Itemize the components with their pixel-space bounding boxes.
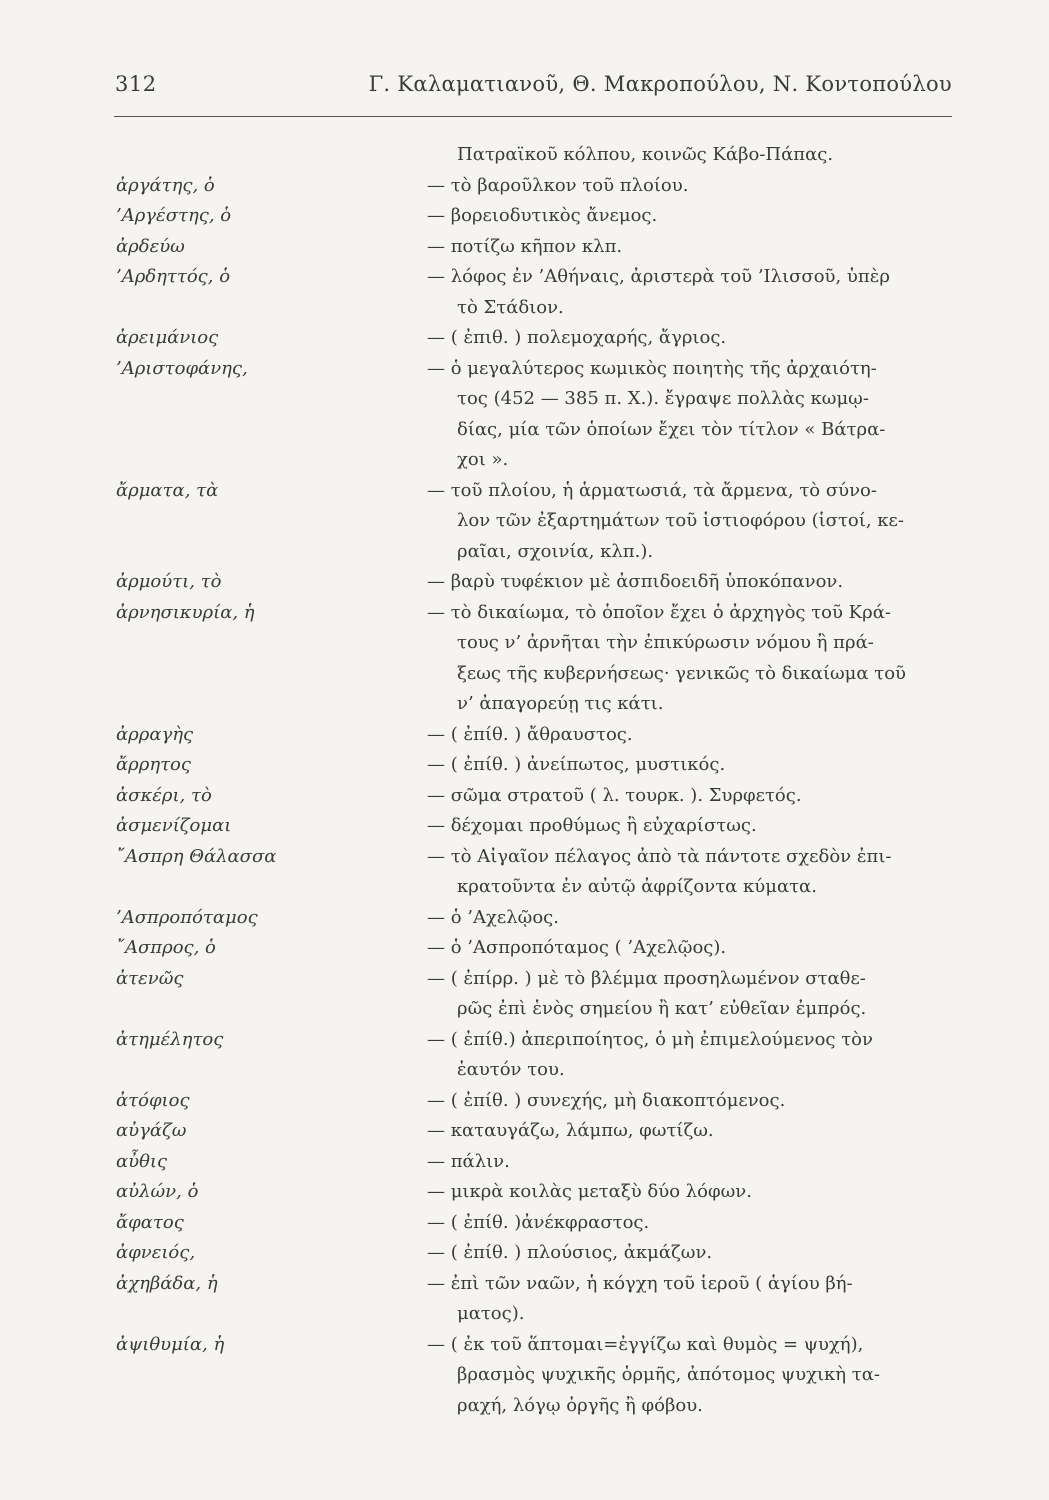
entry-definition [427, 171, 953, 202]
entry-definition [427, 567, 953, 598]
entry-definition [427, 140, 953, 171]
entry-term: ἀργάτης, ὁ [116, 174, 215, 196]
definition-line: ραῖαι, σχοινία, κλπ.). [457, 540, 654, 562]
entry-term: αὐλών, ὁ [116, 1181, 199, 1202]
entry-term: ἄρρητος [116, 754, 191, 775]
entry-definition [427, 903, 953, 934]
entry-term: ἀχηβάδα, ἡ [116, 1272, 218, 1294]
glossary-entry [0, 354, 1049, 476]
definition-line: — σῶμα στρατοῦ ( λ. τουρκ. ). Συρφετός. [427, 784, 802, 806]
entry-term: ἀσκέρι, τὸ [116, 784, 212, 806]
glossary-entry [0, 781, 1049, 812]
entry-term: ἀρδεύω [116, 235, 185, 257]
definition-line: — καταυγάζω, λάμπω, φωτίζω. [427, 1120, 714, 1141]
entry-definition [427, 1025, 953, 1086]
entry-definition [427, 262, 953, 323]
entry-definition [427, 323, 953, 354]
glossary-entry [0, 1025, 1049, 1086]
definition-line: — ( ἐκ τοῦ ἅπτομαι=ἐγγίζω καὶ θυμὸς = ψυχή), [427, 1333, 864, 1355]
entry-definition [427, 1269, 953, 1330]
entry-definition [427, 1147, 953, 1178]
entry-term: ἀτενῶς [116, 967, 184, 989]
entry-definition [427, 964, 953, 1025]
glossary-entry [0, 1238, 1049, 1269]
glossary-entry [0, 232, 1049, 263]
entry-term: ἀρμούτι, τὸ [116, 571, 222, 592]
definition-line: τους ν’ ἀρνῆται τὴν ἐπικύρωσιν νόμου ἢ πρά- [457, 632, 874, 653]
entry-term: ἄφατος [116, 1211, 184, 1233]
glossary-entry [0, 140, 1049, 171]
definition-line: κρατοῦντα ἐν αὐτῷ ἀφρίζοντα κύματα. [457, 876, 817, 897]
definition-line: — ποτίζω κῆπον κλπ. [427, 235, 623, 257]
definition-line: — μικρὰ κοιλὰς μεταξὺ δύο λόφων. [427, 1181, 752, 1202]
entry-definition [427, 1116, 953, 1147]
glossary-entry [0, 964, 1049, 1025]
entry-definition [427, 933, 953, 964]
definition-line: τὸ Στάδιον. [457, 296, 564, 318]
entry-term: αὖθις [116, 1150, 168, 1172]
definition-line: — ( ἐπίθ. ) ἄθραυστος. [427, 723, 633, 745]
definition-line: — ( ἐπίθ. ) ἀνείπωτος, μυστικός. [427, 754, 726, 775]
definition-line: — ( ἐπιθ. ) πολεμοχαρής, ἄγριος. [427, 327, 727, 348]
entry-definition [427, 1177, 953, 1208]
entry-definition [427, 232, 953, 263]
entry-term: ἀτόφιος [116, 1089, 190, 1111]
definition-line: ἑαυτόν του. [457, 1059, 565, 1080]
glossary-entry [0, 476, 1049, 568]
running-head: Γ. Καλαματιανοῦ, Θ. Μακροπούλου, Ν. Κοντοπούλου [368, 72, 952, 96]
definition-line: ραχή, λόγῳ ὀργῆς ἢ φόβου. [457, 1394, 703, 1416]
glossary-entry [0, 171, 1049, 202]
definition-line: — τὸ Αἰγαῖον πέλαγος ἀπὸ τὰ πάντοτε σχεδὸν ἐπι- [427, 845, 892, 867]
definition-line: Πατραϊκοῦ κόλπου, κοινῶς Κάβο-Πάπας. [457, 144, 834, 165]
entry-term: ῎Ασπρος, ὁ [116, 937, 216, 958]
entry-term: ’Αρδηττός, ὁ [116, 266, 231, 287]
glossary-entry [0, 1208, 1049, 1239]
entry-definition [427, 811, 953, 842]
entry-definition [427, 476, 953, 568]
entry-term: ἀρειμάνιος [116, 327, 219, 348]
entry-term: ἀρραγὴς [116, 723, 194, 745]
definition-line: — τὸ βαροῦλκον τοῦ πλοίου. [427, 174, 689, 196]
definition-line: — δέχομαι προθύμως ἢ εὐχαρίστως. [427, 815, 757, 836]
definition-line: — ( ἐπίρρ. ) μὲ τὸ βλέμμα προσηλωμένον σταθε- [427, 967, 866, 989]
entry-term: ῎Ασπρη Θάλασσα [116, 845, 277, 867]
page-number: 312 [115, 72, 157, 96]
glossary-entry [0, 1330, 1049, 1422]
glossary-entry [0, 201, 1049, 232]
entry-definition [427, 720, 953, 751]
definition-line: βρασμὸς ψυχικῆς ὁρμῆς, ἀπότομος ψυχικὴ τα- [457, 1364, 880, 1385]
definition-line: — λόφος ἐν ’Αθήναις, ἀριστερὰ τοῦ ’Ιλισσοῦ, ὑπὲρ [427, 266, 890, 287]
definition-line: χοι ». [457, 449, 509, 470]
glossary-entry [0, 1269, 1049, 1330]
header-rule [114, 116, 952, 117]
entry-term: ἀφνειός, [116, 1242, 196, 1263]
definition-line: ματος). [457, 1303, 525, 1324]
glossary-entry [0, 1086, 1049, 1117]
entry-definition [427, 1238, 953, 1269]
entry-definition [427, 201, 953, 232]
definition-line: ν’ ἀπαγορεύῃ τις κάτι. [457, 693, 664, 714]
definition-line: — ὁ ’Αχελῷος. [427, 906, 559, 928]
entry-term: ἄρματα, τὰ [116, 479, 219, 501]
glossary-entry [0, 750, 1049, 781]
definition-line: δίας, μία τῶν ὁποίων ἔχει τὸν τίτλον « Βάτρα- [457, 418, 886, 440]
entry-term: ’Αριστοφάνης, [116, 357, 248, 379]
entry-term: ἀτημέλητος [116, 1028, 224, 1050]
entry-definition [427, 750, 953, 781]
definition-line: — ( ἐπίθ. )ἀνέκφραστος. [427, 1211, 650, 1233]
glossary-entry [0, 842, 1049, 903]
entry-definition [427, 1086, 953, 1117]
definition-line: — ( ἐπίθ. ) συνεχής, μὴ διακοπτόμενος. [427, 1089, 786, 1111]
definition-line: — ὁ ’Ασπροπόταμος ( ’Αχελῷος). [427, 937, 727, 958]
glossary-entry [0, 720, 1049, 751]
entry-definition [427, 354, 953, 476]
definition-line: ρῶς ἐπὶ ἑνὸς σημείου ἢ κατ’ εὐθεῖαν ἐμπρός. [457, 998, 867, 1019]
definition-line: λον τῶν ἐξαρτημάτων τοῦ ἱστιοφόρου (ἱστοί, κε- [457, 510, 904, 531]
definition-line: — τὸ δικαίωμα, τὸ ὁποῖον ἔχει ὁ ἀρχηγὸς τοῦ Κρά- [427, 601, 891, 623]
entry-definition [427, 842, 953, 903]
entry-definition [427, 1330, 953, 1422]
glossary-entry [0, 1116, 1049, 1147]
definition-line: τος (452 — 385 π. Χ.). ἔγραψε πολλὰς κωμῳ- [457, 388, 869, 409]
entry-term: ἀσμενίζομαι [116, 815, 232, 836]
glossary-entry [0, 903, 1049, 934]
definition-line: — ( ἐπίθ. ) πλούσιος, ἀκμάζων. [427, 1242, 713, 1263]
definition-line: — ὁ μεγαλύτερος κωμικὸς ποιητὴς τῆς ἀρχαιότη- [427, 357, 877, 379]
glossary-entry [0, 1147, 1049, 1178]
definition-line: — ἐπὶ τῶν ναῶν, ἡ κόγχη τοῦ ἱεροῦ ( ἁγίου βή- [427, 1272, 853, 1294]
glossary-entries [0, 140, 1049, 1421]
definition-line: — ( ἐπίθ.) ἀπεριποίητος, ὁ μὴ ἐπιμελούμενος τὸν [427, 1028, 873, 1050]
entry-term: ’Ασπροπόταμος [116, 906, 258, 928]
entry-definition [427, 781, 953, 812]
entry-term: ’Αργέστης, ὁ [116, 205, 232, 226]
definition-line: ξεως τῆς κυβερνήσεως· γενικῶς τὸ δικαίωμα τοῦ [457, 662, 906, 684]
definition-line: — βαρὺ τυφέκιον μὲ ἀσπιδοειδῆ ὑποκόπανον. [427, 571, 844, 592]
glossary-entry [0, 567, 1049, 598]
entry-term: ἀψιθυμία, ἡ [116, 1333, 225, 1355]
glossary-entry [0, 933, 1049, 964]
glossary-entry [0, 811, 1049, 842]
glossary-entry [0, 1177, 1049, 1208]
glossary-entry [0, 323, 1049, 354]
glossary-entry [0, 262, 1049, 323]
definition-line: — βορειοδυτικὸς ἄνεμος. [427, 205, 658, 226]
entry-definition [427, 1208, 953, 1239]
definition-line: — πάλιν. [427, 1150, 510, 1172]
definition-line: — τοῦ πλοίου, ἡ ἁρματωσιά, τὰ ἄρμενα, τὸ σύνο- [427, 479, 877, 501]
glossary-entry [0, 598, 1049, 720]
entry-term: ἀρνησικυρία, ἡ [116, 601, 255, 623]
entry-definition [427, 598, 953, 720]
entry-term: αὐγάζω [116, 1120, 187, 1141]
